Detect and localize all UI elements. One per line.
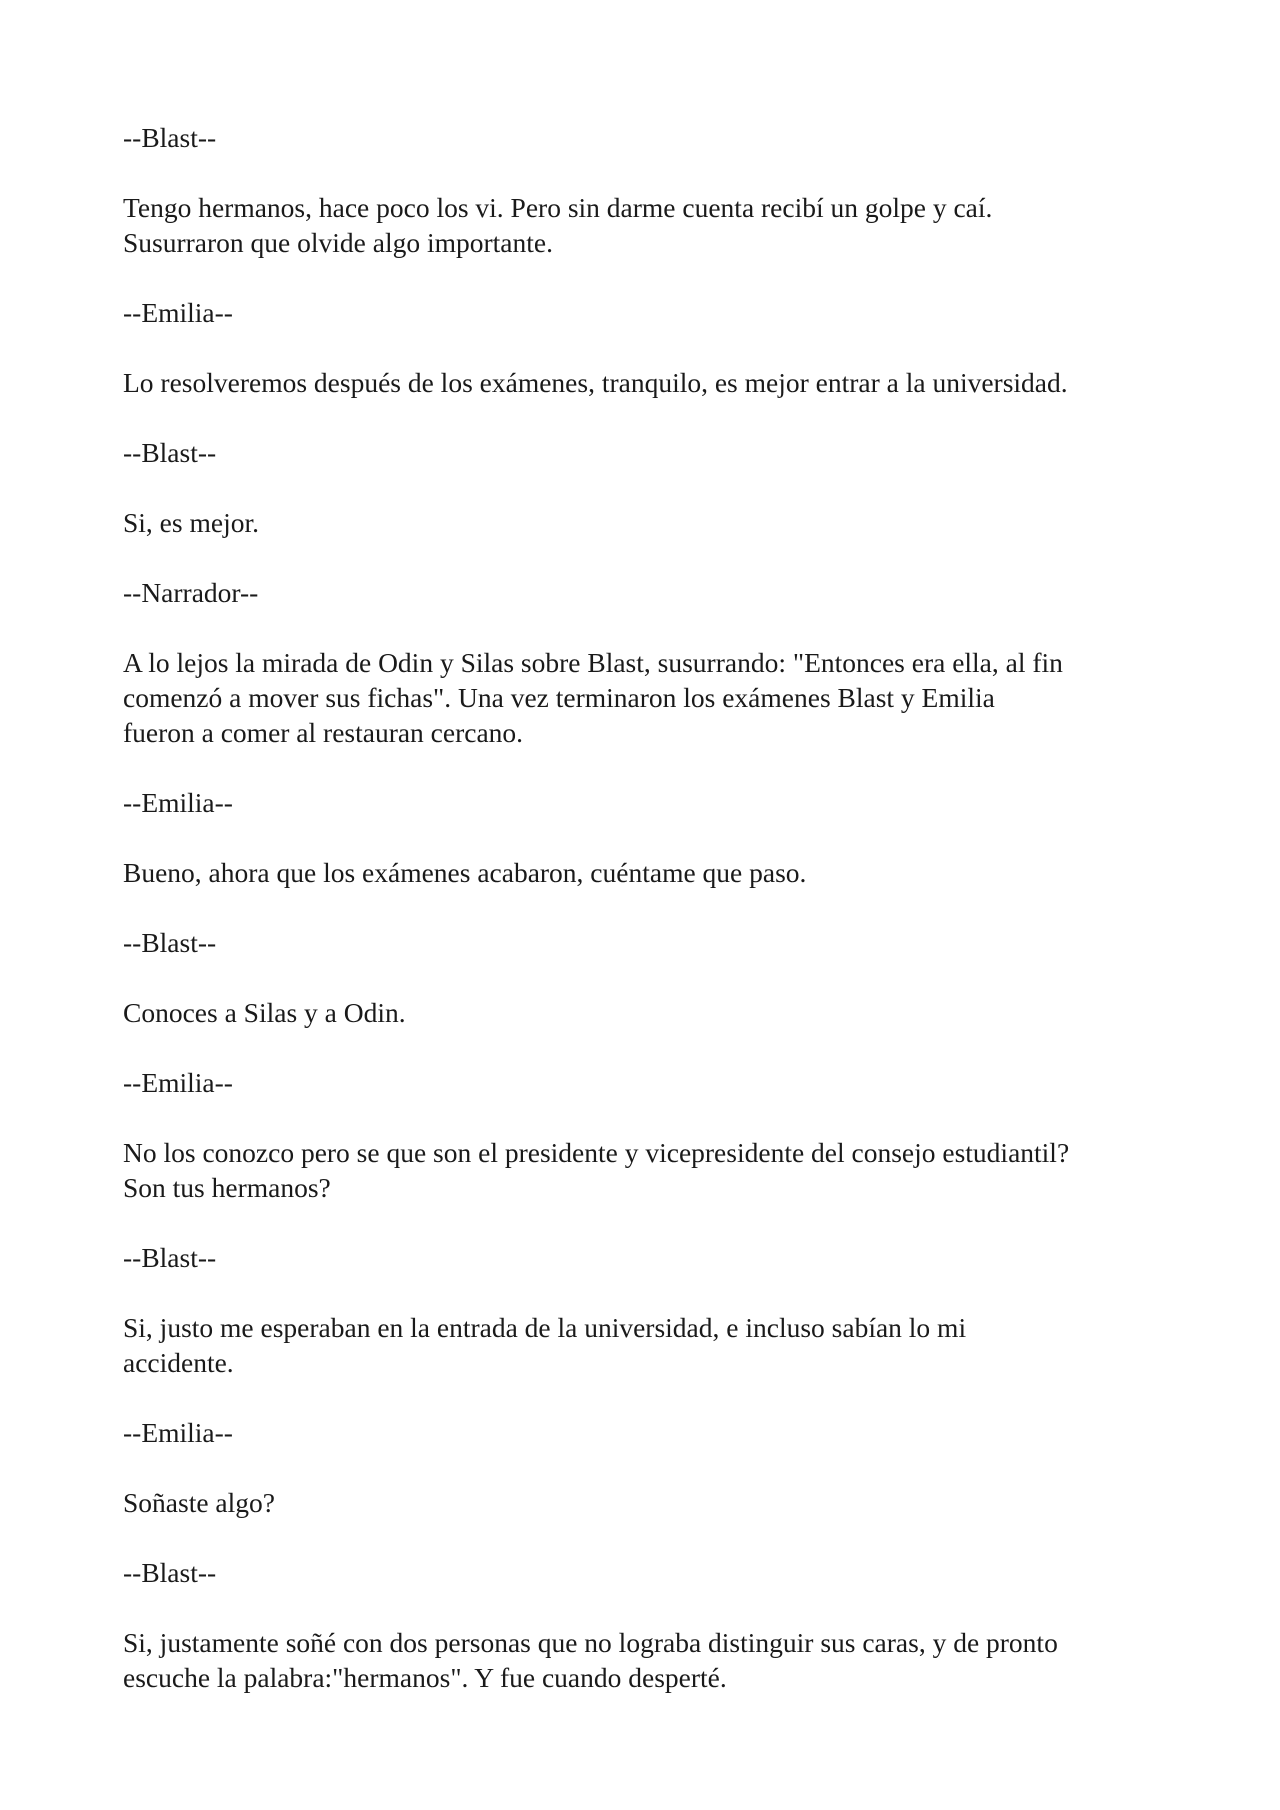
speaker-label: --Emilia-- <box>123 297 233 328</box>
dialogue-paragraph: Si, justo me esperaban en la entrada de la universidad, e incluso sabían lo mi accidente. <box>123 1312 967 1378</box>
speaker-label: --Emilia-- <box>123 1067 233 1098</box>
dialogue-paragraph: Si, justamente soñé con dos personas que no lograba distinguir sus caras, y de pronto escuche la palabra:"hermanos". Y fue cuando desperté. <box>123 1627 1058 1693</box>
dialogue-paragraph: Si, es mejor. <box>123 507 259 538</box>
speaker-label: --Blast-- <box>123 1242 217 1273</box>
dialogue-paragraph: Bueno, ahora que los exámenes acabaron, cuéntame que paso. <box>123 857 807 888</box>
dialogue-paragraph: Conoces a Silas y a Odin. <box>123 997 406 1028</box>
dialogue-paragraph: Lo resolveremos después de los exámenes, tranquilo, es mejor entrar a la universidad. <box>123 367 1068 398</box>
speaker-label: --Emilia-- <box>123 787 233 818</box>
speaker-label: --Blast-- <box>123 1557 217 1588</box>
speaker-label: --Blast-- <box>123 122 217 153</box>
speaker-label: --Narrador-- <box>123 577 259 608</box>
document-page <box>123 120 1183 1730</box>
dialogue-paragraph: Soñaste algo? <box>123 1487 275 1518</box>
narration-paragraph: A lo lejos la mirada de Odin y Silas sobre Blast, susurrando: "Entonces era ella, al fin comenzó a mover sus fichas". Una vez terminaron los exámenes Blast y Emilia fueron a comer al restauran cercano. <box>123 647 1063 748</box>
speaker-label: --Blast-- <box>123 437 217 468</box>
speaker-label: --Emilia-- <box>123 1417 233 1448</box>
dialogue-paragraph: Tengo hermanos, hace poco los vi. Pero sin darme cuenta recibí un golpe y caí. Susurraron que olvide algo importante. <box>123 192 993 258</box>
dialogue-paragraph: No los conozco pero se que son el presidente y vicepresidente del consejo estudiantil? Son tus hermanos? <box>123 1137 1070 1203</box>
speaker-label: --Blast-- <box>123 927 217 958</box>
